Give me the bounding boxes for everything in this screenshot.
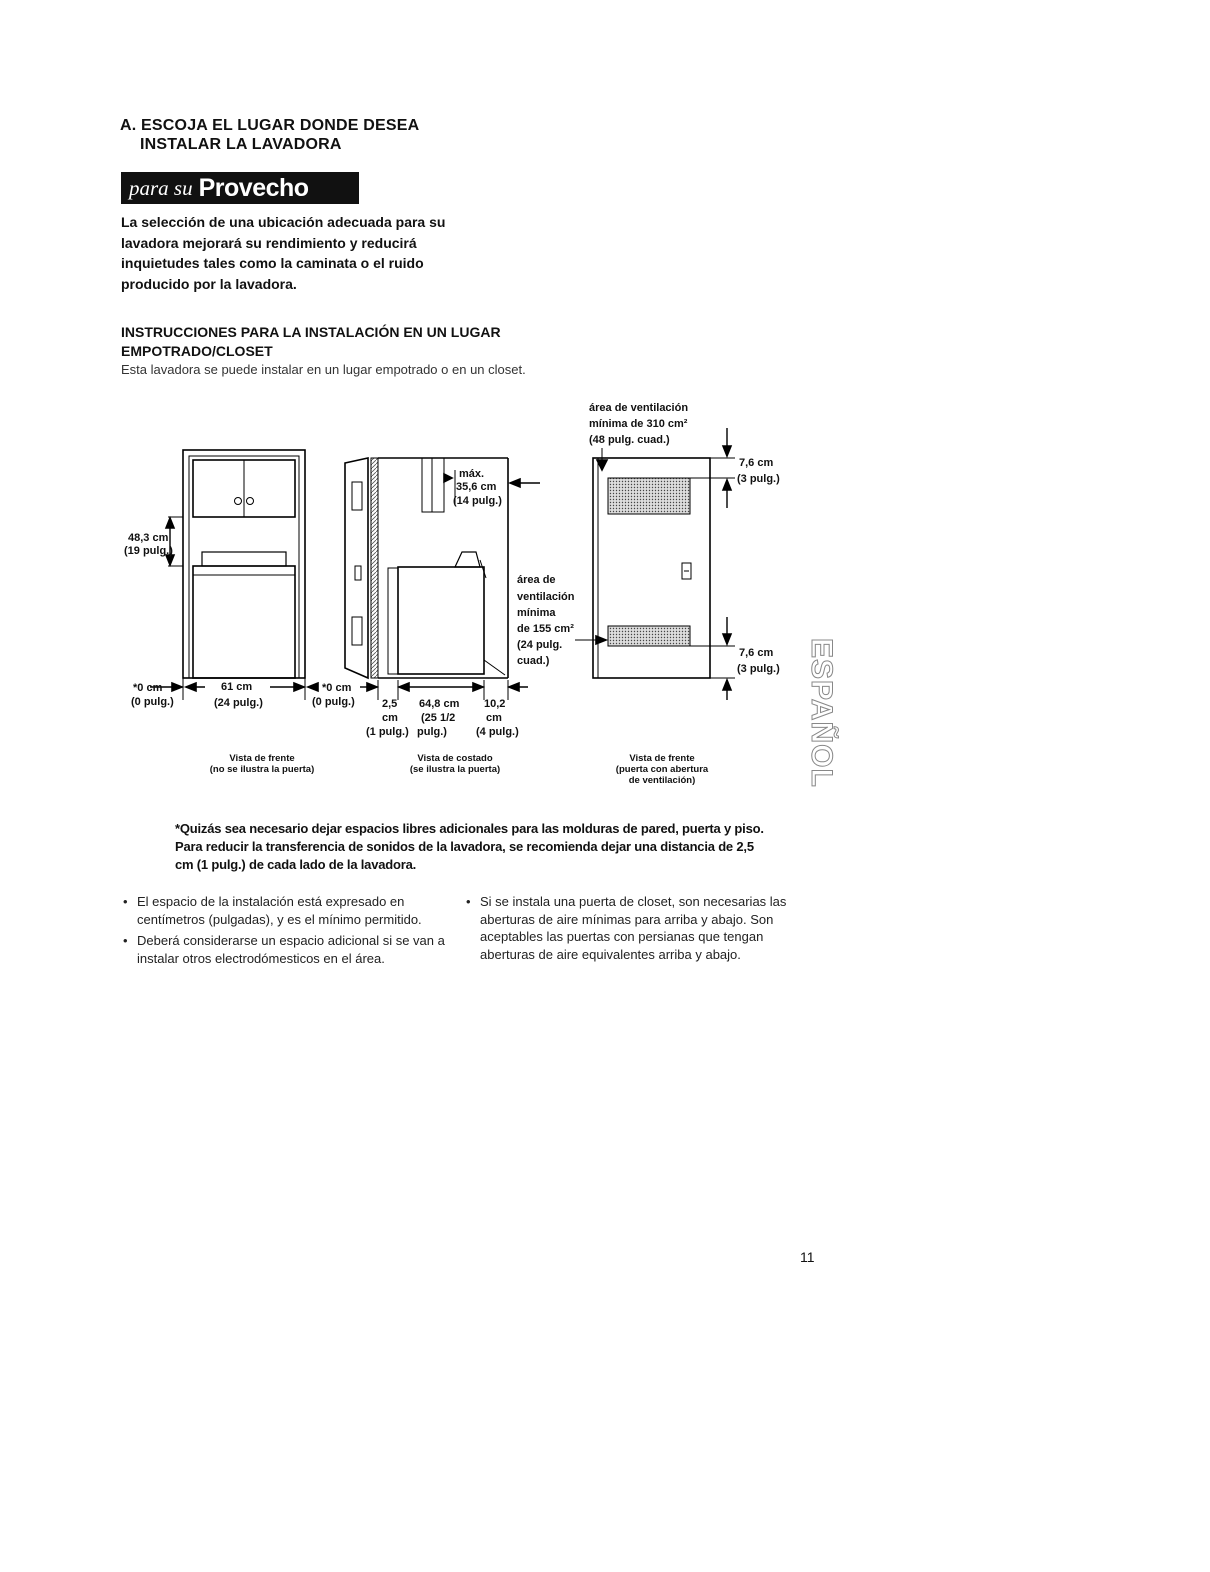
section-heading-line1: A. ESCOJA EL LUGAR DONDE DESEA xyxy=(120,117,420,134)
door-caption-2: (puerta con abertura xyxy=(615,764,709,775)
side-dim1-a: 2,5 xyxy=(382,698,398,710)
side-dim1-c: (1 pulg.) xyxy=(366,726,409,738)
side-dim3-a: 10,2 xyxy=(484,698,506,710)
side-dim2-b: (25 1/2 xyxy=(421,712,456,724)
side-vent-2: ventilación xyxy=(517,591,575,603)
clearance-note: *Quizás sea necesario dejar espacios libres adicionales para las molduras de pared, puerta y piso. Para reducir la transferencia de sonidos de la lavadora, se recomienda dejar una distancia de 2,5 cm (1 pulg.) de cada lado de la lavadora. xyxy=(175,821,764,872)
door-bot-cm: 7,6 cm xyxy=(739,647,774,659)
front-view-labels xyxy=(124,532,355,775)
side-dim3-b: cm xyxy=(486,712,502,724)
door-view-labels xyxy=(589,402,780,786)
door-caption-3: de ventilación) xyxy=(628,775,696,786)
front-caption-2: (no se ilustra la puerta) xyxy=(209,764,315,775)
side-vent-5: (24 pulg. xyxy=(517,639,563,651)
side-vent-3: mínima xyxy=(517,607,556,619)
intro-paragraph: La selección de una ubicación adecuada para su lavadora mejorará su rendimiento y reducirá inquietudes tales como la caminata o el ruido producido por la lavadora. xyxy=(121,214,446,292)
front-right-in: (0 pulg.) xyxy=(312,696,355,708)
door-vent-2: mínima de 310 cm² xyxy=(589,418,688,430)
front-height-in: (19 pulg.) xyxy=(124,545,173,557)
door-top-cm: 7,6 cm xyxy=(739,457,774,469)
front-height-cm: 48,3 cm xyxy=(128,532,169,544)
bullet-item: • El espacio de la instalación está expresado en centímetros (pulgadas), y es el mínimo permitido. xyxy=(121,893,456,928)
bullets-left xyxy=(121,893,456,971)
badge-big-text: Provecho xyxy=(198,173,309,202)
side-dim2-a: 64,8 cm xyxy=(419,698,460,710)
side-max-in: (14 pulg.) xyxy=(453,495,502,507)
side-caption-1: Vista de costado xyxy=(417,753,493,764)
front-width-in: (24 pulg.) xyxy=(214,697,263,709)
door-top-in: (3 pulg.) xyxy=(737,473,780,485)
install-title-line1: INSTRUCCIONES PARA LA INSTALACIÓN EN UN LUGAR xyxy=(121,324,501,340)
front-left-cm: *0 cm xyxy=(133,682,163,694)
front-width-cm: 61 cm xyxy=(221,681,253,693)
front-right-cm: *0 cm xyxy=(322,682,352,694)
badge-small-text: para su xyxy=(129,175,193,200)
side-wall-trim xyxy=(371,458,378,678)
side-dim1-b: cm xyxy=(382,712,398,724)
page-number: 11 xyxy=(800,1249,815,1265)
bullets-right xyxy=(464,893,804,967)
front-left-in: (0 pulg.) xyxy=(131,696,174,708)
front-caption-1: Vista de frente xyxy=(229,753,295,764)
side-view xyxy=(345,458,540,700)
side-vent-4: de 155 cm² xyxy=(517,623,574,635)
door-bot-in: (3 pulg.) xyxy=(737,663,780,675)
side-max-label: máx. xyxy=(459,468,485,480)
front-washer xyxy=(193,566,295,678)
espanol-side-tab xyxy=(800,630,840,830)
espanol-tab-text: ESPAÑOL xyxy=(805,638,838,788)
install-text: Esta lavadora se puede instalar en un lugar empotrado o en un closet. xyxy=(121,362,526,377)
side-dim2-c: pulg.) xyxy=(417,726,447,738)
bullet-item: • Deberá considerarse un espacio adicional si se van a instalar otros electrodómesticos en el área. xyxy=(121,932,456,967)
install-title-line2: EMPOTRADO/CLOSET xyxy=(121,343,273,359)
side-dim3-c: (4 pulg.) xyxy=(476,726,519,738)
door-caption-1: Vista de frente xyxy=(629,753,695,764)
door-bottom-vent xyxy=(608,626,690,646)
front-view xyxy=(150,450,318,700)
side-max-cm: 35,6 cm xyxy=(456,481,497,493)
door-vent-1: área de ventilación xyxy=(589,402,689,414)
side-caption-2: (se ilustra la puerta) xyxy=(409,764,501,775)
door-vent-3: (48 pulg. cuad.) xyxy=(589,434,670,446)
bullet-item: • Si se instala una puerta de closet, son necesarias las aberturas de aire mínimas para arriba y abajo. Son aceptables las puertas con persianas que tengan aberturas de aire equivalentes arriba y abajo. xyxy=(464,893,804,963)
door-top-vent xyxy=(608,478,690,514)
side-washer xyxy=(398,567,484,674)
door-view xyxy=(575,428,735,700)
side-vent-6: cuad.) xyxy=(517,655,550,667)
section-heading-line2: INSTALAR LA LAVADORA xyxy=(140,136,342,153)
side-vent-1: área de xyxy=(517,574,556,586)
